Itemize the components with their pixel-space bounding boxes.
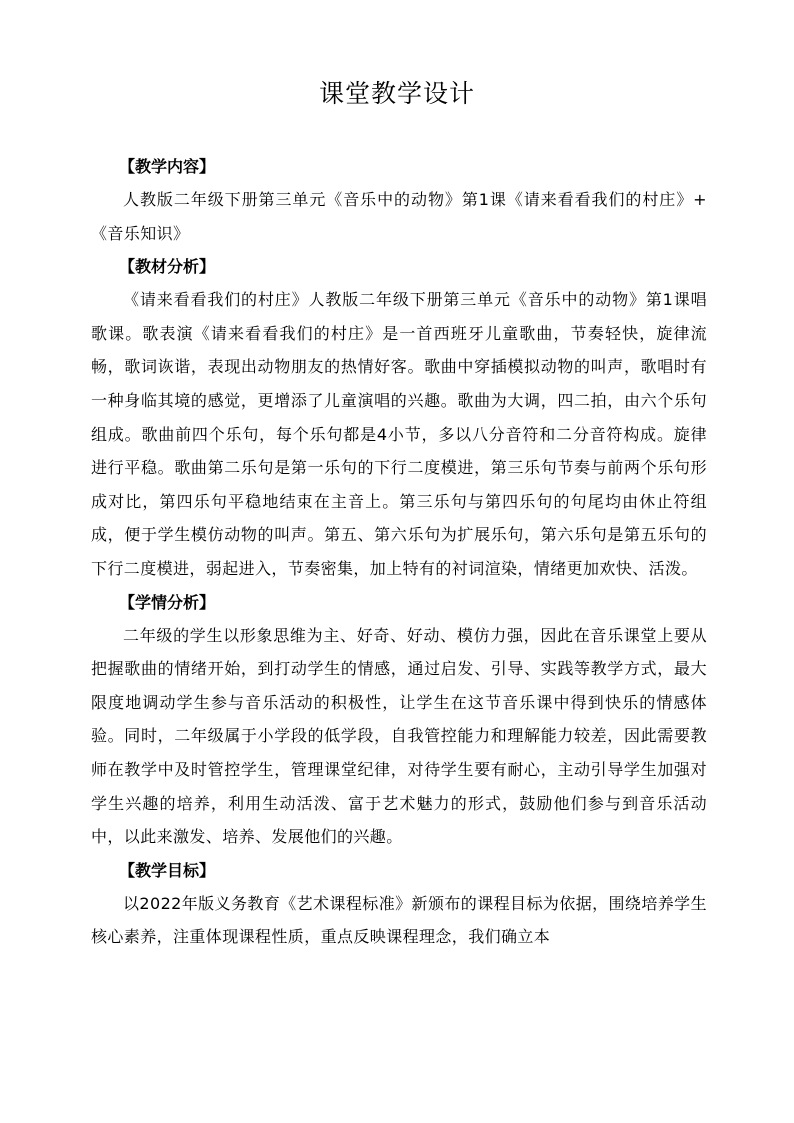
- section-paragraph: 人教版二年级下册第三单元《音乐中的动物》第1课《请来看看我们的村庄》+《音乐知识》: [91, 190, 707, 243]
- document-title: 课堂教学设计: [318, 79, 475, 108]
- section-heading: 【教学内容】: [119, 157, 216, 176]
- section-paragraph: 《请来看看我们的村庄》人教版二年级下册第三单元《音乐中的动物》第1课唱歌课。歌表演《请来看看我们的村庄》是一首西班牙儿童歌曲，节奏轻快，旋律流畅，歌词诙谐，表现出动物朋友的热情好客。歌曲中穿插模拟动物的叫声，歌唱时有一种身临其境的感觉，更增添了儿童演唱的兴趣。歌曲为大调，四二拍，由六个乐句组成。歌曲前四个乐句，每个乐句都是4小节，多以八分音符和二分音符构成。旋律进行平稳。歌曲第二乐句是第一乐句的下行二度模进，第三乐句节奏与前两个乐句形成对比，第四乐句平稳地结束在主音上。第三乐句与第四乐句的句尾均由休止符组成，便于学生模仿动物的叫声。第五、第六乐句为扩展乐句，第六乐句是第五乐句的下行二度模进，弱起进入，节奏密集，加上特有的衬词渲染，情绪更加欢快、活泼。: [91, 290, 707, 578]
- section-heading: 【教学目标】: [119, 860, 216, 880]
- section-heading: 【教材分析】: [119, 257, 216, 277]
- section-teaching-content: [91, 150, 707, 250]
- section-paragraph: 以2022年版义务教育《艺术课程标准》新颁布的课程目标为依据，围绕培养学生核心素养，注重体现课程性质，重点反映课程理念，我们确立本: [91, 893, 707, 947]
- document-body: [91, 150, 707, 954]
- section-student-analysis: [91, 586, 707, 854]
- section-heading: 【学情分析】: [119, 592, 216, 612]
- section-paragraph: 二年级的学生以形象思维为主、好奇、好动、模仿力强，因此在音乐课堂上要从把握歌曲的情绪开始，到打动学生的情感，通过启发、引导、实践等教学方式，最大限度地调动学生参与音乐活动的积极性，让学生在这节音乐课中得到快乐的情感体验。同时，二年级属于小学段的低学段，自我管控能力和理解能力较差，因此需要教师在教学中及时管控学生，管理课堂纪律，对待学生要有耐心，主动引导学生加强对学生兴趣的培养，利用生动活泼、富于艺术魅力的形式，鼓励他们参与到音乐活动中，以此来激发、培养、发展他们的兴趣。: [91, 625, 707, 847]
- section-material-analysis: [91, 250, 707, 585]
- section-teaching-goals: [91, 854, 707, 954]
